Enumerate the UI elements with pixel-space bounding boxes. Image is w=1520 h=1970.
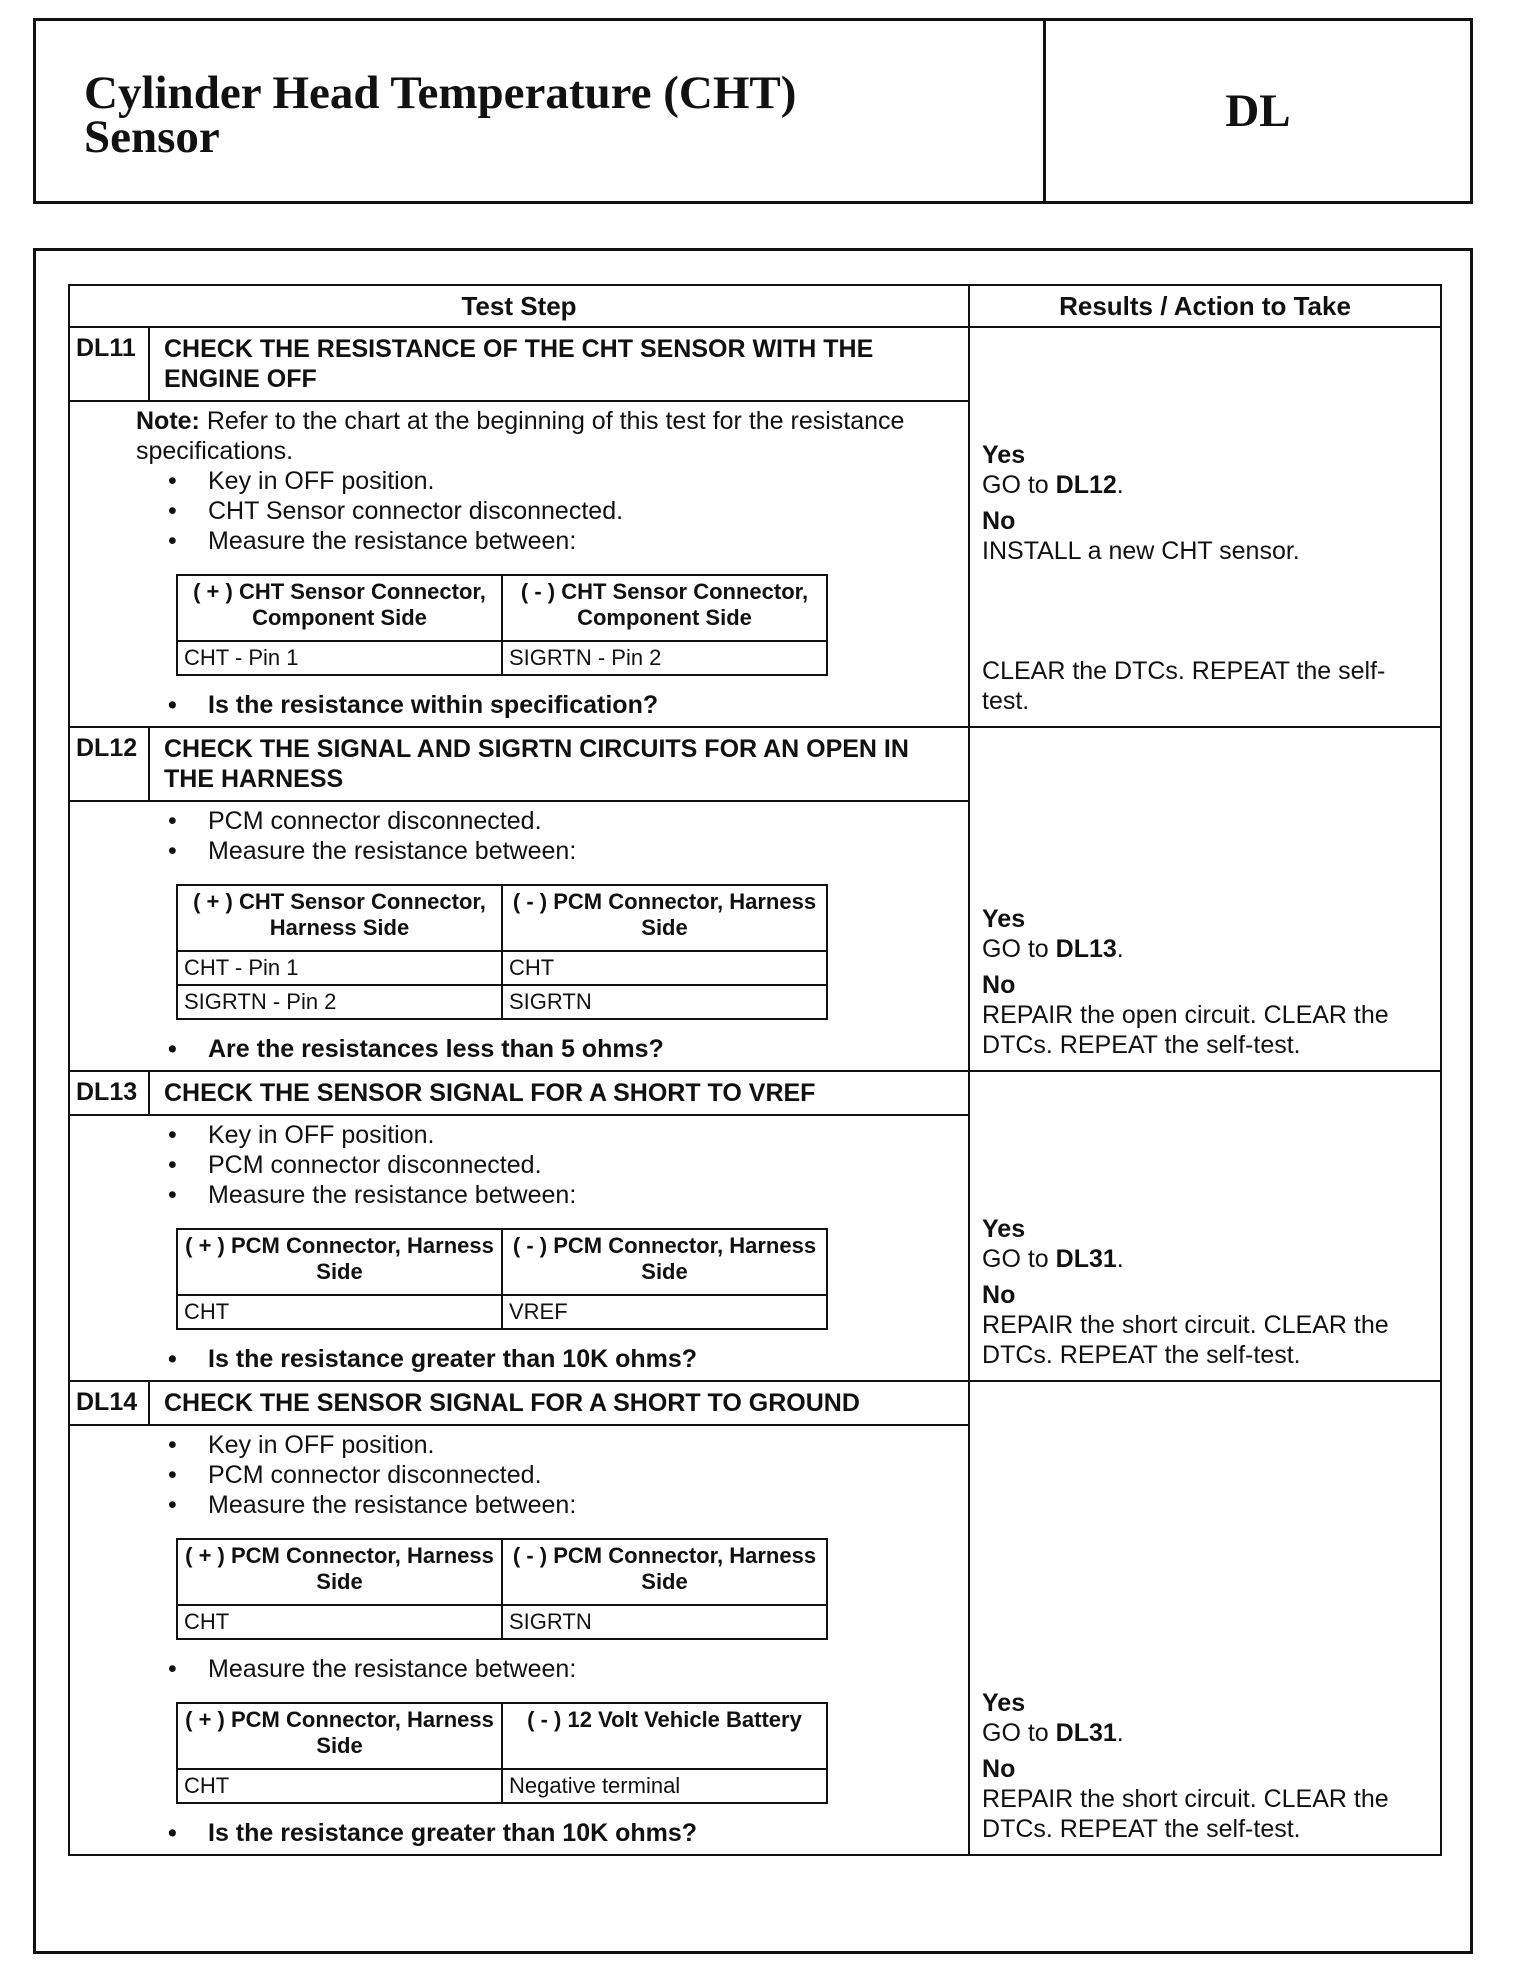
- step-title: CHECK THE SIGNAL AND SIGRTN CIRCUITS FOR AN OPEN IN THE HARNESS: [149, 727, 969, 801]
- no-label: No: [982, 1755, 1016, 1783]
- list-item: • Key in OFF position.: [208, 1120, 958, 1150]
- table-header: ( + ) PCM Connector, Harness Side: [177, 1229, 502, 1295]
- table-cell: CHT: [177, 1769, 502, 1803]
- yes-target-link[interactable]: DL31: [1055, 1245, 1117, 1273]
- step-results: [969, 1071, 1441, 1381]
- header-test-step: Test Step: [69, 285, 969, 327]
- bullet-list: [166, 1430, 958, 1520]
- step-title-row: [69, 1071, 1441, 1115]
- list-item: • Measure the resistance between:: [208, 1654, 958, 1684]
- bullet-list: [166, 1654, 958, 1684]
- measurement-table: [176, 1702, 828, 1804]
- table-header: ( + ) PCM Connector, Harness Side: [177, 1703, 502, 1769]
- table-cell: VREF: [502, 1295, 827, 1329]
- yes-action-text: GO to: [982, 471, 1056, 499]
- yes-action-end: .: [1116, 1719, 1124, 1747]
- yes-target-link[interactable]: DL13: [1055, 935, 1117, 963]
- no-label: No: [982, 1281, 1016, 1309]
- note-label: Note:: [136, 407, 200, 435]
- table-row: [177, 1769, 827, 1803]
- title-line-1: Cylinder Head Temperature (CHT): [84, 67, 797, 119]
- question-list: [166, 1034, 958, 1064]
- note: [136, 406, 958, 466]
- header-results: Results / Action to Take: [969, 285, 1441, 327]
- measurement-table: [176, 1538, 828, 1640]
- no-action: REPAIR the short circuit. CLEAR the DTCs. REPEAT the self-test.: [982, 1311, 1389, 1369]
- table-cell: SIGRTN - Pin 2: [502, 641, 827, 675]
- yes-target-link[interactable]: DL31: [1055, 1719, 1117, 1747]
- no-label: No: [982, 507, 1016, 535]
- question-list: [166, 1344, 958, 1374]
- step-question: • Is the resistance within specification?: [208, 690, 958, 720]
- table-cell: Negative terminal: [502, 1769, 827, 1803]
- yes-action-text: GO to: [982, 935, 1056, 963]
- step-code: DL14: [69, 1381, 149, 1425]
- measurement-table: [176, 1228, 828, 1330]
- measurement-table: [176, 574, 828, 676]
- list-item: • Measure the resistance between:: [208, 1490, 958, 1520]
- table-cell: SIGRTN: [502, 1605, 827, 1639]
- step-content: [69, 801, 969, 1071]
- step-code: DL13: [69, 1071, 149, 1115]
- yes-label: Yes: [982, 905, 1026, 933]
- no-action: REPAIR the open circuit. CLEAR the DTCs. REPEAT the self-test.: [982, 1001, 1389, 1059]
- table-row: [177, 1605, 827, 1639]
- list-item: • Measure the resistance between:: [208, 526, 958, 556]
- yes-action-end: .: [1116, 471, 1124, 499]
- question-list: [166, 1818, 958, 1848]
- note-text: Refer to the chart at the beginning of this test for the resistance specifications.: [136, 407, 905, 465]
- table-header: ( + ) PCM Connector, Harness Side: [177, 1539, 502, 1605]
- no-label: No: [982, 971, 1016, 999]
- section-code: DL: [1225, 85, 1291, 137]
- step-content: [69, 1425, 969, 1855]
- step-question: • Is the resistance greater than 10K ohms?: [208, 1344, 958, 1374]
- table-header: ( - ) PCM Connector, Harness Side: [502, 885, 827, 951]
- step-title-row: [69, 727, 1441, 801]
- table-cell: SIGRTN: [502, 985, 827, 1019]
- yes-label: Yes: [982, 1689, 1026, 1717]
- yes-action: [982, 1718, 1430, 1748]
- table-header-row: [69, 285, 1441, 327]
- table-row: [177, 951, 827, 985]
- yes-label: Yes: [982, 1215, 1026, 1243]
- yes-action: [982, 1244, 1430, 1274]
- step-content: [69, 1115, 969, 1381]
- no-action: INSTALL a new CHT sensor.: [982, 537, 1300, 565]
- no-action: REPAIR the short circuit. CLEAR the DTCs. REPEAT the self-test.: [982, 1785, 1389, 1843]
- title-line-2: Sensor: [84, 111, 220, 163]
- table-cell: CHT: [177, 1605, 502, 1639]
- table-row: [177, 641, 827, 675]
- test-step-table: [68, 284, 1442, 1856]
- measurement-table: [176, 884, 828, 1020]
- list-item: • Measure the resistance between:: [208, 836, 958, 866]
- step-title: CHECK THE SENSOR SIGNAL FOR A SHORT TO GROUND: [149, 1381, 969, 1425]
- step-results: [969, 1381, 1441, 1855]
- table-header: ( - ) CHT Sensor Connector, Component Side: [502, 575, 827, 641]
- yes-action-end: .: [1116, 1245, 1124, 1273]
- table-cell: CHT: [502, 951, 827, 985]
- list-item: • PCM connector disconnected.: [208, 1460, 958, 1490]
- step-results: [969, 327, 1441, 727]
- list-item: • PCM connector disconnected.: [208, 806, 958, 836]
- table-row: [177, 985, 827, 1019]
- yes-action-text: GO to: [982, 1719, 1056, 1747]
- step-content: [69, 401, 969, 727]
- step-code: DL11: [69, 327, 149, 401]
- step-title-row: [69, 327, 1441, 401]
- yes-action-end: .: [1116, 935, 1124, 963]
- table-header: ( + ) CHT Sensor Connector, Component Side: [177, 575, 502, 641]
- list-item: • Key in OFF position.: [208, 466, 958, 496]
- step-results: [969, 727, 1441, 1071]
- table-header: ( - ) PCM Connector, Harness Side: [502, 1539, 827, 1605]
- list-item: • Measure the resistance between:: [208, 1180, 958, 1210]
- bullet-list: [166, 1120, 958, 1210]
- step-title: CHECK THE RESISTANCE OF THE CHT SENSOR WITH THE ENGINE OFF: [149, 327, 969, 401]
- yes-action: [982, 934, 1430, 964]
- yes-target-link[interactable]: DL12: [1055, 471, 1117, 499]
- table-header: ( - ) 12 Volt Vehicle Battery: [502, 1703, 827, 1769]
- bullet-list: [166, 466, 958, 556]
- table-cell: CHT - Pin 1: [177, 641, 502, 675]
- question-list: [166, 690, 958, 720]
- step-code: DL12: [69, 727, 149, 801]
- list-item: • PCM connector disconnected.: [208, 1150, 958, 1180]
- table-cell: CHT - Pin 1: [177, 951, 502, 985]
- yes-action: [982, 470, 1430, 500]
- table-cell: SIGRTN - Pin 2: [177, 985, 502, 1019]
- step-title-row: [69, 1381, 1441, 1425]
- yes-label: Yes: [982, 441, 1026, 469]
- step-question: • Are the resistances less than 5 ohms?: [208, 1034, 958, 1064]
- bullet-list: [166, 806, 958, 866]
- header-box: [33, 18, 1473, 204]
- list-item: • CHT Sensor connector disconnected.: [208, 496, 958, 526]
- table-row: [177, 1295, 827, 1329]
- page-title: [36, 21, 1046, 201]
- step-title: CHECK THE SENSOR SIGNAL FOR A SHORT TO VREF: [149, 1071, 969, 1115]
- extra-action: CLEAR the DTCs. REPEAT the self-test.: [982, 657, 1386, 715]
- yes-action-text: GO to: [982, 1245, 1056, 1273]
- list-item: • Key in OFF position.: [208, 1430, 958, 1460]
- table-header: ( + ) CHT Sensor Connector, Harness Side: [177, 885, 502, 951]
- table-cell: CHT: [177, 1295, 502, 1329]
- step-question: • Is the resistance greater than 10K ohms?: [208, 1818, 958, 1848]
- table-header: ( - ) PCM Connector, Harness Side: [502, 1229, 827, 1295]
